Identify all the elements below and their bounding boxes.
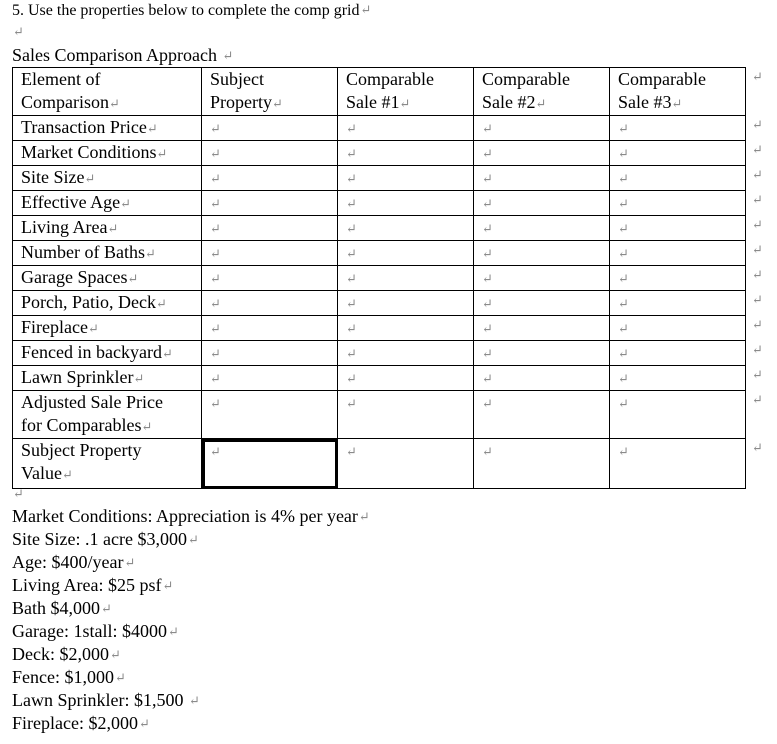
entry-cell[interactable] xyxy=(610,341,746,366)
entry-cell[interactable] xyxy=(474,216,610,241)
paragraph-mark-icon: ↵ xyxy=(346,444,357,459)
entry-cell[interactable] xyxy=(202,191,338,216)
cell-text: Effective Age xyxy=(21,192,121,212)
note-line xyxy=(12,712,370,735)
row-end-mark-icon: ↵ xyxy=(752,242,763,257)
note-text: Lawn Sprinkler: $1,500 xyxy=(12,690,188,710)
entry-cell[interactable] xyxy=(610,266,746,291)
paragraph-mark-icon: ↵ xyxy=(210,396,221,411)
table-row xyxy=(13,216,746,241)
blank-paragraph xyxy=(12,24,24,42)
entry-cell[interactable] xyxy=(202,316,338,341)
entry-cell[interactable] xyxy=(610,141,746,166)
cell-text: Site Size xyxy=(21,167,85,187)
row-end-mark-icon: ↵ xyxy=(752,192,763,207)
entry-cell[interactable] xyxy=(474,341,610,366)
note-text: Bath $4,000 xyxy=(12,598,100,618)
header-cell xyxy=(13,68,202,116)
cell-text: Market Conditions xyxy=(21,142,157,162)
header-cell xyxy=(610,68,746,116)
note-text: Fence: $1,000 xyxy=(12,667,114,687)
row-end-mark-icon: ↵ xyxy=(752,117,763,132)
paragraph-mark-icon: ↵ xyxy=(346,346,357,361)
paragraph-mark-icon: ↵ xyxy=(360,2,372,17)
row-label-cell xyxy=(13,391,202,439)
row-label-cell xyxy=(13,341,202,366)
paragraph-mark-icon: ↵ xyxy=(482,346,493,361)
cell-text: Value xyxy=(21,463,62,483)
paragraph-mark-icon: ↵ xyxy=(101,601,112,616)
paragraph-mark-icon: ↵ xyxy=(482,221,493,236)
entry-cell[interactable] xyxy=(338,216,474,241)
comp-grid-table xyxy=(12,67,746,489)
entry-cell[interactable] xyxy=(202,241,338,266)
cell-text: Subject xyxy=(210,69,264,89)
entry-cell[interactable] xyxy=(474,291,610,316)
paragraph-mark-icon: ↵ xyxy=(346,371,357,386)
note-text: Site Size: .1 acre $3,000 xyxy=(12,529,187,549)
paragraph-mark-icon: ↵ xyxy=(210,221,221,236)
note-line xyxy=(12,505,370,528)
cell-text: Adjusted Sale Price xyxy=(21,392,163,412)
entry-cell[interactable] xyxy=(610,241,746,266)
note-text: Age: $400/year xyxy=(12,552,124,572)
paragraph-mark-icon: ↵ xyxy=(210,271,221,286)
cell-text: Fireplace xyxy=(21,317,88,337)
paragraph-mark-icon: ↵ xyxy=(671,96,683,111)
section-title: Sales Comparison Approach ↵ xyxy=(12,45,234,65)
paragraph-mark-icon: ↵ xyxy=(84,171,96,186)
cell-text: Number of Baths xyxy=(21,242,145,262)
row-end-mark-icon: ↵ xyxy=(752,267,763,282)
entry-cell[interactable] xyxy=(338,116,474,141)
paragraph-mark-icon: ↵ xyxy=(61,467,73,482)
row-end-mark-icon: ↵ xyxy=(752,440,763,455)
paragraph-mark-icon: ↵ xyxy=(210,146,221,161)
cell-text: Garage Spaces xyxy=(21,267,128,287)
cell-text: Comparable xyxy=(618,69,706,89)
paragraph-mark-icon: ↵ xyxy=(482,396,493,411)
paragraph-mark-icon: ↵ xyxy=(210,346,221,361)
cell-text: Comparable xyxy=(482,69,570,89)
paragraph-mark-icon: ↵ xyxy=(144,246,156,261)
entry-cell[interactable] xyxy=(610,439,746,489)
cell-text: Subject Property xyxy=(21,440,142,460)
paragraph-mark-icon: ↵ xyxy=(358,509,370,524)
table-row xyxy=(13,316,746,341)
blank-paragraph xyxy=(12,482,370,505)
table-row xyxy=(13,366,746,391)
entry-cell[interactable] xyxy=(202,216,338,241)
paragraph-mark-icon: ↵ xyxy=(167,624,179,639)
paragraph-mark-icon: ↵ xyxy=(210,246,221,261)
table-row xyxy=(13,191,746,216)
note-text: Fireplace: $2,000 xyxy=(12,713,138,733)
paragraph-mark-icon: ↵ xyxy=(187,532,199,547)
entry-cell[interactable] xyxy=(610,366,746,391)
paragraph-mark-icon: ↵ xyxy=(109,96,120,111)
entry-cell[interactable] xyxy=(610,191,746,216)
entry-cell[interactable] xyxy=(338,191,474,216)
note-line xyxy=(12,620,370,643)
paragraph-mark-icon: ↵ xyxy=(346,396,357,411)
paragraph-mark-icon: ↵ xyxy=(618,396,629,411)
entry-cell[interactable] xyxy=(474,116,610,141)
row-label-cell xyxy=(13,366,202,391)
paragraph-mark-icon: ↵ xyxy=(618,246,629,261)
entry-cell[interactable] xyxy=(338,316,474,341)
paragraph-mark-icon: ↵ xyxy=(133,371,145,386)
entry-cell[interactable] xyxy=(474,391,610,439)
paragraph-mark-icon: ↵ xyxy=(107,221,119,236)
paragraph-mark-icon: ↵ xyxy=(618,271,629,286)
entry-cell[interactable] xyxy=(474,266,610,291)
row-end-mark-icon: ↵ xyxy=(752,392,763,407)
paragraph-mark-icon: ↵ xyxy=(188,693,200,708)
cell-text: Comparison xyxy=(21,92,109,112)
paragraph-mark-icon: ↵ xyxy=(87,321,99,336)
entry-cell[interactable] xyxy=(202,341,338,366)
table-row xyxy=(13,241,746,266)
entry-cell[interactable] xyxy=(338,366,474,391)
cell-text: Living Area xyxy=(21,217,108,237)
paragraph-mark-icon: ↵ xyxy=(482,171,493,186)
paragraph-mark-icon: ↵ xyxy=(114,670,126,685)
paragraph-mark-icon: ↵ xyxy=(346,196,357,211)
paragraph-mark-icon: ↵ xyxy=(618,296,629,311)
row-label-cell xyxy=(13,141,202,166)
header-cell xyxy=(474,68,610,116)
entry-cell[interactable] xyxy=(474,366,610,391)
entry-cell[interactable] xyxy=(202,266,338,291)
paragraph-mark-icon: ↵ xyxy=(346,146,357,161)
entry-cell[interactable] xyxy=(474,316,610,341)
paragraph-mark-icon: ↵ xyxy=(482,146,493,161)
entry-cell[interactable] xyxy=(338,166,474,191)
row-label-cell xyxy=(13,316,202,341)
paragraph-mark-icon: ↵ xyxy=(346,296,357,311)
entry-cell[interactable] xyxy=(610,166,746,191)
entry-cell[interactable] xyxy=(474,439,610,489)
paragraph-mark-icon: ↵ xyxy=(346,221,357,236)
row-label-cell xyxy=(13,216,202,241)
paragraph-mark-icon: ↵ xyxy=(618,321,629,336)
row-end-mark-icon: ↵ xyxy=(752,342,763,357)
paragraph-mark-icon: ↵ xyxy=(346,321,357,336)
row-label-cell xyxy=(13,291,202,316)
paragraph-mark-icon: ↵ xyxy=(618,444,629,459)
row-label-cell xyxy=(13,241,202,266)
paragraph-mark-icon: ↵ xyxy=(120,196,132,211)
paragraph-mark-icon: ↵ xyxy=(210,444,221,459)
note-line xyxy=(12,643,370,666)
paragraph-mark-icon: ↵ xyxy=(156,146,168,161)
note-line xyxy=(12,597,370,620)
entry-cell[interactable] xyxy=(202,166,338,191)
entry-cell[interactable] xyxy=(338,291,474,316)
paragraph-mark-icon: ↵ xyxy=(124,555,136,570)
paragraph-mark-icon: ↵ xyxy=(482,321,493,336)
cell-text: Fenced in backyard xyxy=(21,342,162,362)
paragraph-mark-icon: ↵ xyxy=(161,346,173,361)
row-end-mark-icon: ↵ xyxy=(752,367,763,382)
paragraph-mark-icon: ↵ xyxy=(482,371,493,386)
paragraph-mark-icon: ↵ xyxy=(535,96,547,111)
paragraph-mark-icon: ↵ xyxy=(482,121,493,136)
paragraph-mark-icon: ↵ xyxy=(618,221,629,236)
paragraph-mark-icon: ↵ xyxy=(13,24,24,39)
cell-text: Transaction Price xyxy=(21,117,147,137)
paragraph-mark-icon: ↵ xyxy=(210,371,221,386)
cell-text: Porch, Patio, Deck xyxy=(21,292,156,312)
table-row xyxy=(13,291,746,316)
entry-cell[interactable] xyxy=(338,341,474,366)
table-header-row xyxy=(13,68,746,116)
entry-cell[interactable] xyxy=(474,166,610,191)
paragraph-mark-icon: ↵ xyxy=(482,444,493,459)
entry-cell[interactable] xyxy=(474,141,610,166)
paragraph-mark-icon: ↵ xyxy=(618,196,629,211)
entry-cell[interactable] xyxy=(202,366,338,391)
paragraph-mark-icon: ↵ xyxy=(210,171,221,186)
row-label-cell xyxy=(13,266,202,291)
row-label-cell xyxy=(13,439,202,489)
paragraph-mark-icon: ↵ xyxy=(138,716,150,731)
paragraph-mark-icon: ↵ xyxy=(127,271,139,286)
entry-cell[interactable] xyxy=(202,391,338,439)
paragraph-mark-icon: ↵ xyxy=(210,296,221,311)
entry-cell[interactable] xyxy=(338,391,474,439)
paragraph-mark-icon: ↵ xyxy=(618,346,629,361)
paragraph-mark-icon: ↵ xyxy=(482,246,493,261)
question-text: 5. Use the properties below to complete the comp grid↵ xyxy=(12,2,372,19)
table-row xyxy=(13,266,746,291)
entry-cell[interactable] xyxy=(474,241,610,266)
header-cell xyxy=(202,68,338,116)
paragraph-mark-icon: ↵ xyxy=(482,271,493,286)
header-cell xyxy=(338,68,474,116)
cell-text: Property xyxy=(210,92,272,112)
adjustment-notes xyxy=(12,482,370,735)
paragraph-mark-icon: ↵ xyxy=(210,121,221,136)
entry-cell[interactable] xyxy=(610,391,746,439)
paragraph-mark-icon: ↵ xyxy=(399,96,411,111)
cell-text: Comparable xyxy=(346,69,434,89)
entry-cell[interactable] xyxy=(610,216,746,241)
paragraph-mark-icon: ↵ xyxy=(141,419,153,434)
table-row xyxy=(13,141,746,166)
entry-cell[interactable] xyxy=(610,116,746,141)
entry-cell[interactable] xyxy=(338,266,474,291)
paragraph-mark-icon: ↵ xyxy=(109,647,121,662)
table-row xyxy=(13,116,746,141)
note-line xyxy=(12,551,370,574)
paragraph-mark-icon: ↵ xyxy=(618,146,629,161)
entry-cell[interactable] xyxy=(338,241,474,266)
note-line xyxy=(12,528,370,551)
row-end-mark-icon: ↵ xyxy=(752,292,763,307)
note-text: Garage: 1stall: $4000 xyxy=(12,621,167,641)
paragraph-mark-icon: ↵ xyxy=(346,121,357,136)
paragraph-mark-icon: ↵ xyxy=(210,196,221,211)
paragraph-mark-icon: ↵ xyxy=(618,371,629,386)
row-label-cell xyxy=(13,191,202,216)
table-row xyxy=(13,391,746,439)
paragraph-mark-icon: ↵ xyxy=(222,48,234,63)
table-row xyxy=(13,166,746,191)
cell-text: Sale #1 xyxy=(346,92,400,112)
paragraph-mark-icon: ↵ xyxy=(13,486,24,501)
cell-text: Element of xyxy=(21,69,101,89)
paragraph-mark-icon: ↵ xyxy=(210,321,221,336)
entry-cell[interactable] xyxy=(202,439,338,489)
cell-text: for Comparables xyxy=(21,415,142,435)
cell-text: Sale #3 xyxy=(618,92,672,112)
paragraph-mark-icon: ↵ xyxy=(155,296,167,311)
paragraph-mark-icon: ↵ xyxy=(482,296,493,311)
note-line xyxy=(12,666,370,689)
entry-cell[interactable] xyxy=(610,316,746,341)
cell-text: Sale #2 xyxy=(482,92,536,112)
row-label-cell xyxy=(13,166,202,191)
entry-cell[interactable] xyxy=(610,291,746,316)
paragraph-mark-icon: ↵ xyxy=(482,196,493,211)
row-end-mark-icon: ↵ xyxy=(752,69,763,84)
entry-cell[interactable] xyxy=(338,439,474,489)
entry-cell[interactable] xyxy=(202,116,338,141)
note-text: Deck: $2,000 xyxy=(12,644,109,664)
table-row xyxy=(13,439,746,489)
row-end-mark-icon: ↵ xyxy=(752,217,763,232)
row-end-mark-icon: ↵ xyxy=(752,142,763,157)
note-line xyxy=(12,574,370,597)
paragraph-mark-icon: ↵ xyxy=(618,121,629,136)
paragraph-mark-icon: ↵ xyxy=(618,171,629,186)
note-text: Market Conditions: Appreciation is 4% per year xyxy=(12,506,358,526)
entry-cell[interactable] xyxy=(338,141,474,166)
paragraph-mark-icon: ↵ xyxy=(146,121,158,136)
note-line xyxy=(12,689,370,712)
entry-cell[interactable] xyxy=(474,191,610,216)
cell-text: Lawn Sprinkler xyxy=(21,367,134,387)
entry-cell[interactable] xyxy=(202,291,338,316)
row-end-mark-icon: ↵ xyxy=(752,167,763,182)
row-label-cell xyxy=(13,116,202,141)
paragraph-mark-icon: ↵ xyxy=(272,96,283,111)
paragraph-mark-icon: ↵ xyxy=(346,246,357,261)
table-row xyxy=(13,341,746,366)
paragraph-mark-icon: ↵ xyxy=(162,578,174,593)
paragraph-mark-icon: ↵ xyxy=(346,271,357,286)
row-end-mark-icon: ↵ xyxy=(752,317,763,332)
paragraph-mark-icon: ↵ xyxy=(346,171,357,186)
entry-cell[interactable] xyxy=(202,141,338,166)
note-text: Living Area: $25 psf xyxy=(12,575,162,595)
